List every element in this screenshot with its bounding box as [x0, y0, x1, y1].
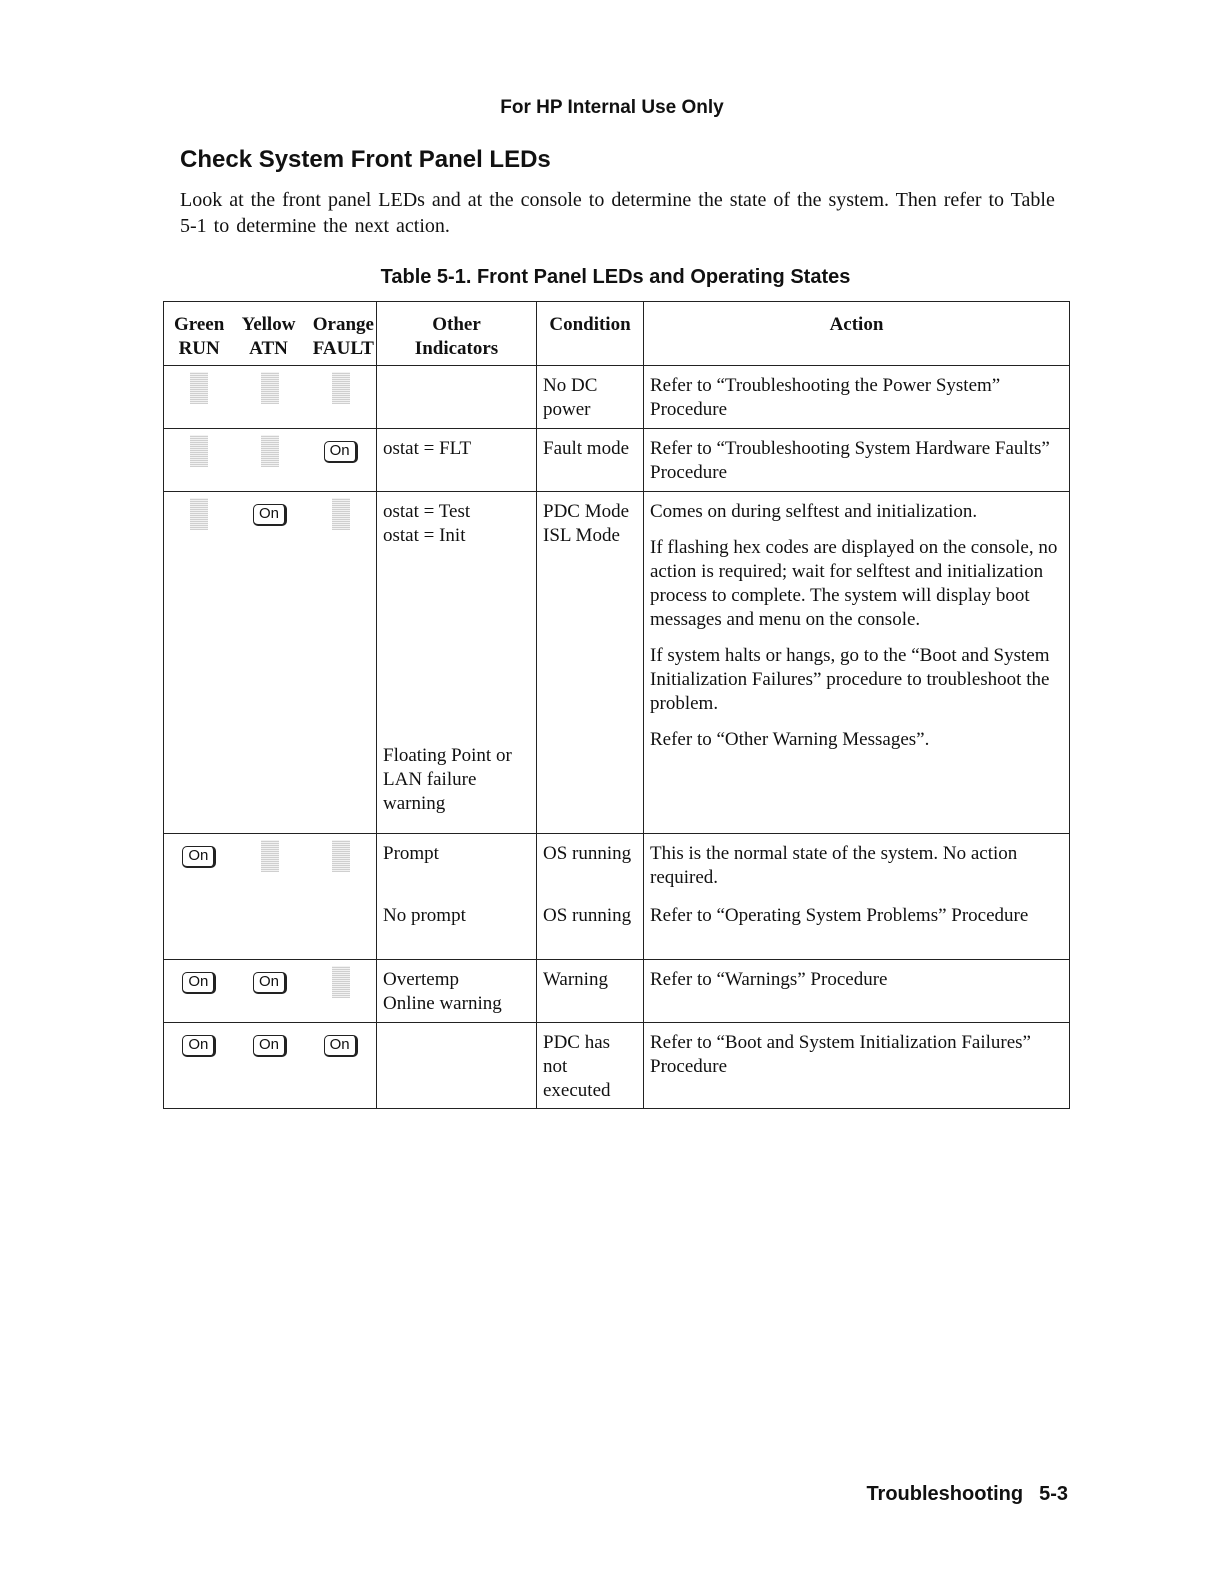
table-row	[164, 1023, 1070, 1109]
led-states-cell	[164, 960, 377, 1023]
led-off-indicator	[261, 435, 279, 467]
action-cell	[644, 834, 1070, 960]
table-row	[164, 834, 1070, 960]
action-cell	[644, 429, 1070, 492]
other-indicator-text: ostat = Test	[383, 501, 471, 522]
led-on-indicator: On	[253, 1035, 287, 1057]
run-header-label: RUN	[178, 338, 220, 359]
condition-text: ISL Mode	[543, 525, 620, 546]
other-indicators-cell	[377, 1023, 537, 1109]
led-states-cell	[164, 492, 377, 834]
led-off-indicator	[332, 840, 350, 872]
other-indicator-text: No prompt	[383, 905, 466, 926]
condition-cell	[537, 492, 644, 834]
condition-text: No DC	[543, 375, 598, 396]
action-text: Refer to “Other Warning Messages”.	[650, 729, 930, 750]
other-indicators-cell	[377, 366, 537, 429]
orange-fault-header	[313, 313, 374, 361]
atn-header-label: ATN	[249, 338, 288, 359]
table-row	[164, 492, 1070, 834]
table-header-row	[164, 302, 1070, 366]
action-text: Comes on during selftest and initialization.	[650, 501, 978, 522]
condition-text: OS running	[543, 905, 632, 926]
yellow-atn-header	[242, 313, 296, 361]
condition-cell	[537, 429, 644, 492]
footer-section-name: Troubleshooting	[866, 1483, 1024, 1505]
led-on-indicator: On	[253, 504, 287, 526]
led-on-indicator: On	[182, 846, 216, 868]
action-text: Refer to “Troubleshooting System Hardware Faults” Procedure	[650, 438, 1050, 483]
table-row	[164, 366, 1070, 429]
led-states-cell	[164, 366, 377, 429]
orange-header-label: Orange	[312, 314, 374, 335]
action-cell	[644, 366, 1070, 429]
led-off-indicator	[190, 435, 208, 467]
led-on-indicator: On	[182, 1035, 216, 1057]
action-text: Refer to “Boot and System Initialization Failures” Procedure	[650, 1032, 1031, 1077]
action-text: Refer to “Operating System Problems” Procedure	[650, 905, 1029, 926]
condition-text: Warning	[543, 969, 608, 990]
condition-text: Fault mode	[543, 438, 630, 459]
led-off-indicator	[190, 498, 208, 530]
section-title: Check System Front Panel LEDs	[180, 146, 551, 173]
fault-header-label: FAULT	[312, 338, 374, 359]
other-indicators-cell	[377, 834, 537, 960]
led-states-table	[163, 301, 1070, 1109]
led-on-indicator: On	[253, 972, 287, 994]
condition-cell	[537, 834, 644, 960]
led-states-cell	[164, 1023, 377, 1109]
table-row	[164, 429, 1070, 492]
condition-cell	[537, 366, 644, 429]
other-indicator-text: Online warning	[383, 993, 502, 1014]
action-text: If system halts or hangs, go to the “Boot and System Initialization Failures” procedure to troubleshoot the problem.	[650, 645, 1050, 714]
green-run-header	[174, 313, 224, 361]
condition-text: PDC Mode	[543, 501, 630, 522]
condition-text: executed	[543, 1080, 611, 1101]
page-number: 5-3	[1039, 1483, 1068, 1505]
other-indicators-cell	[377, 960, 537, 1023]
action-text: If flashing hex codes are displayed on the console, no action is required; wait for selftest and initialization process to complete. The system will display boot messages and menu on the console.	[650, 537, 1058, 630]
led-on-indicator: On	[324, 441, 358, 463]
led-header-cell	[164, 302, 377, 366]
condition-cell	[537, 960, 644, 1023]
led-states-cell	[164, 429, 377, 492]
other-indicator-text: ostat = FLT	[383, 438, 472, 459]
condition-text: power	[543, 399, 591, 420]
led-on-indicator: On	[324, 1035, 358, 1057]
led-states-cell	[164, 834, 377, 960]
other-indicator-text: Floating Point or LAN failure warning	[383, 745, 512, 814]
other-indicators-cell	[377, 429, 537, 492]
action-text: Refer to “Troubleshooting the Power System” Procedure	[650, 375, 1001, 420]
action-text: This is the normal state of the system. No action required.	[650, 843, 1018, 888]
led-off-indicator	[332, 498, 350, 530]
other-indicators-header	[377, 302, 537, 366]
condition-text: PDC has	[543, 1032, 611, 1053]
other-indicators-cell	[377, 492, 537, 834]
led-off-indicator	[261, 372, 279, 404]
other-indicator-text: Prompt	[383, 843, 439, 864]
other-indicator-text: ostat = Init	[383, 525, 466, 546]
page-footer	[866, 1483, 1068, 1506]
indicators-header-label: Indicators	[414, 338, 499, 359]
led-off-indicator	[261, 840, 279, 872]
led-off-indicator	[190, 372, 208, 404]
table-caption: Table 5-1. Front Panel LEDs and Operating States	[380, 266, 851, 288]
intro-paragraph: Look at the front panel LEDs and at the console to determine the state of the system. Then refer to Table 5-1 to determine the next action.	[180, 189, 1055, 237]
condition-cell	[537, 1023, 644, 1109]
condition-text: not	[543, 1056, 568, 1077]
led-off-indicator	[332, 372, 350, 404]
action-cell	[644, 1023, 1070, 1109]
action-text: Refer to “Warnings” Procedure	[650, 969, 888, 990]
internal-use-header: For HP Internal Use Only	[500, 97, 724, 118]
action-cell	[644, 492, 1070, 834]
other-indicator-text: Overtemp	[383, 969, 459, 990]
led-off-indicator	[332, 966, 350, 998]
action-header: Action	[644, 302, 1070, 366]
table-row	[164, 960, 1070, 1023]
green-header-label: Green	[174, 314, 225, 335]
yellow-header-label: Yellow	[241, 314, 296, 335]
action-cell	[644, 960, 1070, 1023]
condition-header: Condition	[537, 302, 644, 366]
other-header-label: Other	[432, 314, 481, 335]
led-on-indicator: On	[182, 972, 216, 994]
condition-text: OS running	[543, 843, 632, 864]
